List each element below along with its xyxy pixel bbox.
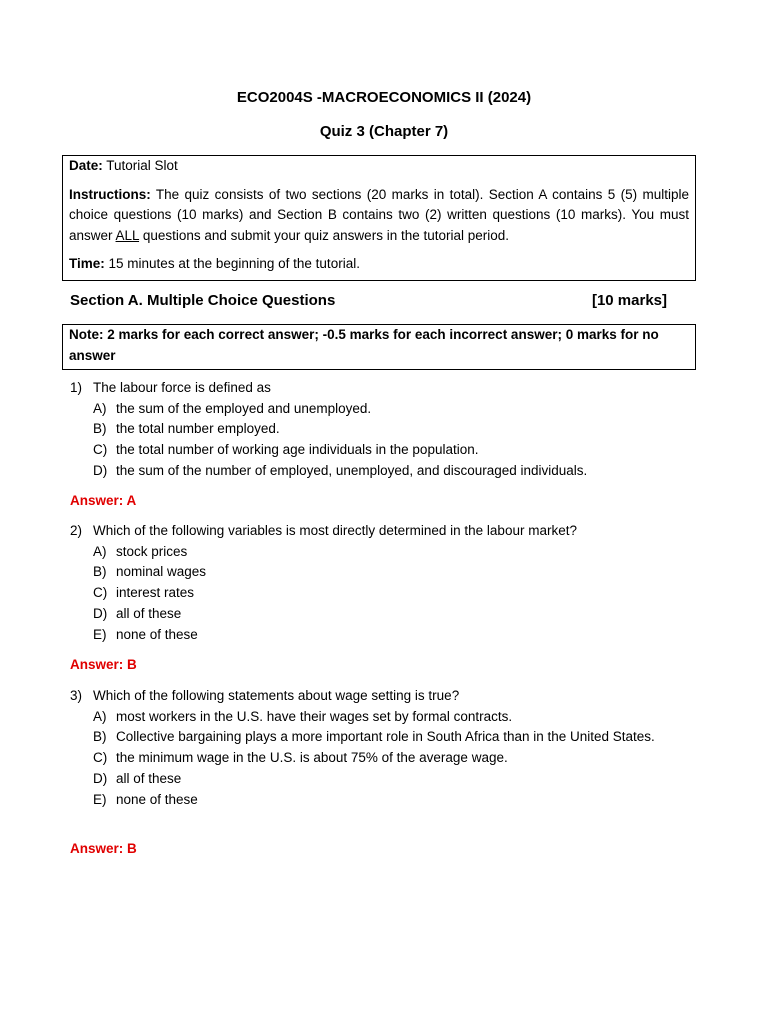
option-letter: B) (93, 729, 107, 745)
option-text: none of these (116, 626, 198, 642)
question-3 (70, 686, 698, 810)
option-c (70, 440, 698, 461)
date-line (69, 156, 689, 177)
option-letter: C) (93, 750, 108, 766)
date-label: Date: (69, 158, 103, 173)
question-text: The labour force is defined as (93, 380, 271, 395)
option-letter: E) (93, 791, 107, 807)
option-a (70, 542, 698, 563)
time-label: Time: (69, 256, 105, 271)
option-letter: B) (93, 564, 107, 580)
info-box (62, 155, 696, 281)
option-letter: A) (93, 400, 107, 416)
option-e (70, 790, 698, 811)
note-box: Note: 2 marks for each correct answer; -0.5 marks for each incorrect answer; 0 marks for no answer (62, 324, 696, 370)
option-letter: E) (93, 626, 107, 642)
option-text: the sum of the number of employed, unemployed, and discouraged individuals. (116, 462, 588, 478)
time-line (69, 254, 689, 275)
question-text: Which of the following variables is most directly determined in the labour market? (93, 523, 577, 538)
option-e (70, 625, 698, 646)
option-text: stock prices (116, 543, 188, 559)
section-marks: [10 marks] (591, 292, 667, 309)
option-a (70, 399, 698, 420)
section-title: Section A. Multiple Choice Questions (70, 292, 336, 309)
question-2 (70, 521, 698, 645)
option-text: all of these (116, 770, 182, 786)
question-1 (70, 378, 698, 482)
question-text: Which of the following statements about wage setting is true? (93, 688, 460, 703)
option-letter: C) (93, 442, 108, 458)
option-b (70, 562, 698, 583)
option-text: interest rates (116, 585, 195, 601)
answer-3: Answer: B (70, 841, 137, 856)
date-value: Tutorial Slot (106, 158, 178, 173)
option-text: all of these (116, 605, 182, 621)
answer-1: Answer: A (70, 493, 137, 508)
answer-2: Answer: B (70, 657, 137, 672)
question-stem (70, 378, 698, 399)
option-d (70, 461, 698, 482)
option-d (70, 769, 698, 790)
option-text: most workers in the U.S. have their wages set by formal contracts. (116, 708, 513, 724)
instructions-text-1: The quiz consists of two sections (20 marks in total). Section A contains 5 (5) multiple choice questions (10 marks) and Section B contains two (2) written questions (10 marks). You must answer (69, 186, 689, 243)
option-text: none of these (116, 791, 198, 807)
instructions-label: Instructions: (69, 186, 151, 202)
option-d (70, 604, 698, 625)
option-letter: C) (93, 585, 108, 601)
option-letter: A) (93, 708, 107, 724)
section-heading (70, 292, 667, 309)
question-stem (70, 686, 698, 707)
option-b (70, 419, 698, 440)
question-number: 3) (70, 688, 83, 703)
option-text: Collective bargaining plays a more important role in South Africa than in the United States. (116, 729, 655, 745)
option-text: nominal wages (116, 564, 207, 580)
question-number: 2) (70, 523, 83, 538)
option-b (70, 727, 698, 748)
document-title: ECO2004S -MACROECONOMICS II (2024) (236, 89, 532, 106)
option-letter: A) (93, 543, 107, 559)
option-text: the total number employed. (116, 421, 280, 437)
option-letter: B) (93, 421, 107, 437)
option-letter: D) (93, 462, 108, 478)
option-letter: D) (93, 605, 108, 621)
option-c (70, 583, 698, 604)
time-value: 15 minutes at the beginning of the tutorial. (108, 256, 360, 271)
option-c (70, 748, 698, 769)
option-letter: D) (93, 770, 108, 786)
option-text: the sum of the employed and unemployed. (116, 400, 372, 416)
instructions-emphasis: ALL (115, 227, 140, 243)
question-number: 1) (70, 380, 83, 395)
instructions-line (69, 185, 689, 247)
question-stem (70, 521, 698, 542)
document-subtitle: Quiz 3 (Chapter 7) (319, 123, 449, 140)
option-a (70, 707, 698, 728)
instructions-text-2: questions and submit your quiz answers in the tutorial period. (139, 227, 510, 243)
option-text: the total number of working age individuals in the population. (116, 442, 479, 458)
option-text: the minimum wage in the U.S. is about 75% of the average wage. (116, 750, 508, 766)
